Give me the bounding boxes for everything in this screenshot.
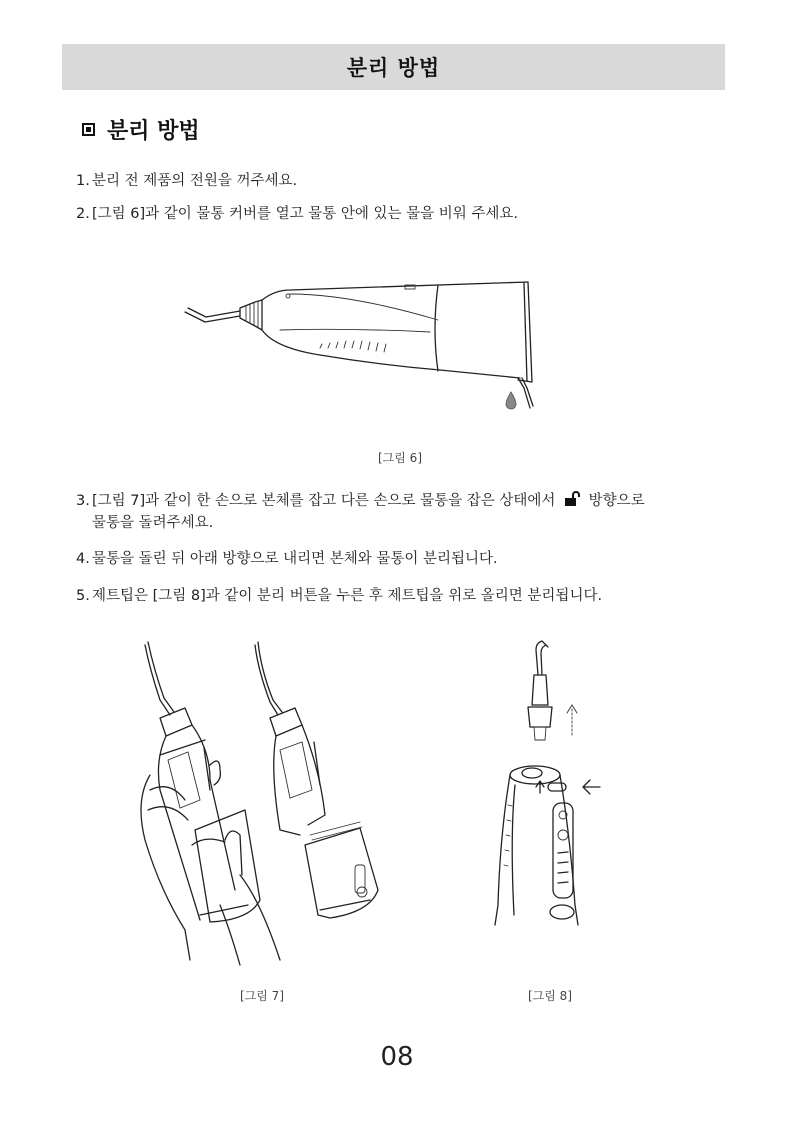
step-3-text-after: 방향으로 bbox=[588, 493, 645, 509]
page-number: 08 bbox=[380, 1042, 414, 1072]
section-title-text: 분리 방법 bbox=[107, 119, 200, 144]
square-bullet-icon bbox=[82, 123, 95, 136]
step-5-text: 제트팁은 [그림 8]과 같이 분리 버튼을 누른 후 제트팁을 위로 올리면 분리됩니다. bbox=[92, 588, 603, 604]
step-3-text: [그림 7]과 같이 한 손으로 본체를 잡고 다른 손으로 물통을 잡은 상태에서 bbox=[92, 493, 556, 509]
step-1-text: 분리 전 제품의 전원을 꺼주세요. bbox=[92, 173, 298, 189]
figure-8-caption: [그림 8] bbox=[528, 989, 572, 1003]
figure-6-illustration bbox=[180, 270, 540, 420]
step-3-text-cont: 물통을 돌려주세요. bbox=[92, 515, 214, 531]
section-title bbox=[82, 114, 200, 145]
header-title: 분리 방법 bbox=[346, 56, 441, 80]
step-1: 1. 분리 전 제품의 전원을 꺼주세요. bbox=[76, 173, 298, 189]
figure-7-illustration bbox=[130, 630, 420, 970]
step-2-text: [그림 6]과 같이 물통 커버를 열고 물통 안에 있는 물을 비워 주세요. bbox=[92, 206, 519, 222]
unlock-icon bbox=[564, 491, 580, 507]
step-5: 5. 제트팁은 [그림 8]과 같이 분리 버튼을 누른 후 제트팁을 위로 올리면 분리됩니다. bbox=[76, 588, 603, 604]
figure-8-illustration bbox=[490, 635, 620, 935]
step-4: 4. 물통을 돌린 뒤 아래 방향으로 내리면 본체와 물통이 분리됩니다. bbox=[76, 551, 498, 567]
figure-7-caption: [그림 7] bbox=[240, 989, 284, 1003]
step-4-text: 물통을 돌린 뒤 아래 방향으로 내리면 본체와 물통이 분리됩니다. bbox=[92, 551, 498, 567]
header-bar bbox=[62, 44, 725, 90]
step-3: 3. [그림 7]과 같이 한 손으로 본체를 잡고 다른 손으로 물통을 잡은 상태에서 방향으로 물통을 돌려주세요. bbox=[76, 490, 645, 534]
figure-6-caption: [그림 6] bbox=[378, 451, 422, 465]
step-2: 2. [그림 6]과 같이 물통 커버를 열고 물통 안에 있는 물을 비워 주세요. bbox=[76, 206, 519, 222]
